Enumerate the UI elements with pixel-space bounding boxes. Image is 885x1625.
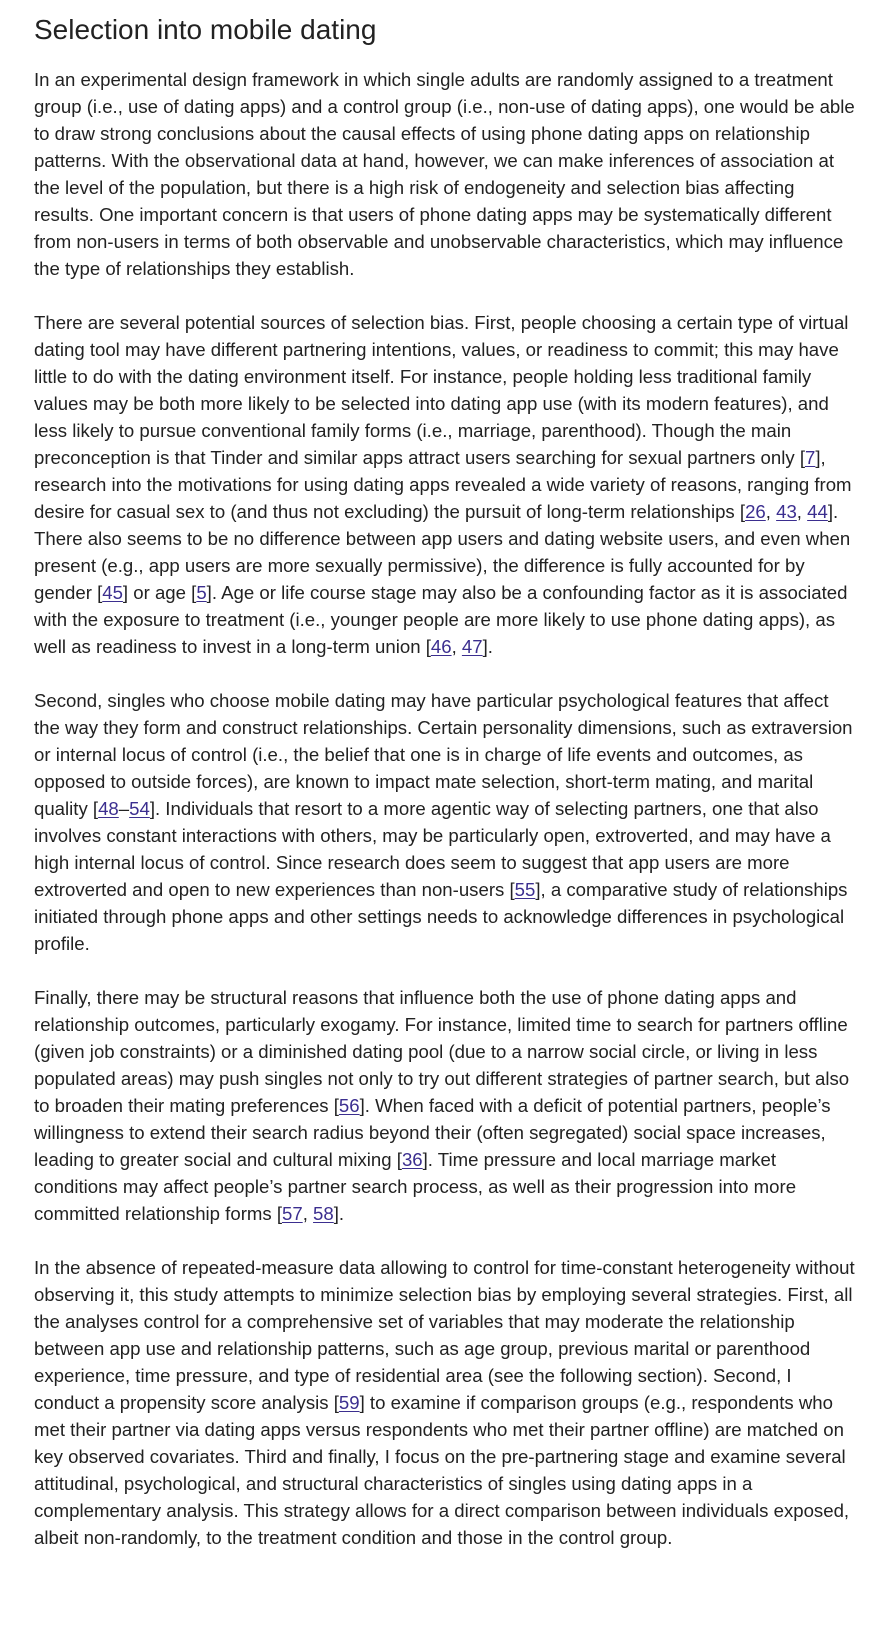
- text-run: ]. When faced with a deficit of potential partners, people’s willingness to extend their search radius beyond their (often segregated) social space increases, leading to greater social and cultural mixing [: [34, 1095, 831, 1170]
- text-run: In an experimental design framework in which single adults are randomly assigned to a treatment group (i.e., use of dating apps) and a control group (i.e., non-use of dating apps), one would be able to draw strong conclusions about the causal effects of using phone dating apps on relationship patterns. With the observational data at hand, however, we can make inferences of association at the level of the population, but there is a high risk of endogeneity and selection bias affecting results. One important concern is that users of phone dating apps may be systematically different from non-users in terms of both observable and unobservable characteristics, which may influence the type of relationships they establish.: [34, 69, 855, 279]
- citation-link-55[interactable]: 55: [514, 879, 536, 900]
- paragraph-2: [34, 309, 857, 660]
- section-body: [34, 66, 857, 1551]
- paragraph-4: [34, 984, 857, 1227]
- citation-link-54[interactable]: 54: [129, 798, 150, 819]
- citation-link-36[interactable]: 36: [401, 1149, 423, 1170]
- text-run: ] to examine if comparison groups (e.g., respondents who met their partner via dating apps versus respondents who met their partner offline) are matched on key observed covariates. Third and finally, I focus on the pre-partnering stage and examine several attitudinal, psychological, and structural characteristics of singles using dating apps in a complementary analysis. This strategy allows for a direct comparison between individuals exposed, albeit non-randomly, to the treatment condition and those in the control group.: [34, 1392, 850, 1548]
- text-run: ], a comparative study of relationships initiated through phone apps and other settings needs to acknowledge differences in psychological profile.: [34, 879, 848, 954]
- citation-link-59[interactable]: 59: [338, 1392, 360, 1413]
- text-run: ,: [451, 636, 462, 657]
- section-title: Selection into mobile dating: [34, 14, 377, 45]
- paragraph-5: [34, 1254, 857, 1551]
- text-run: ]. Individuals that resort to a more agentic way of selecting partners, one that also involves constant interactions with others, may be particularly open, extroverted, and may have a high internal locus of control. Since research does seem to suggest that app users are more extroverted and open to new experiences than non-users [: [34, 798, 831, 900]
- citation-link-5[interactable]: 5: [196, 582, 207, 603]
- text-run: There are several potential sources of selection bias. First, people choosing a certain type of virtual dating tool may have different partnering intentions, values, or readiness to commit; this may have little to do with the dating environment itself. For instance, people holding less traditional family values may be both more likely to be selected into dating app use (with its modern features), and less likely to pursue conventional family forms (i.e., marriage, parenthood). Though the main preconception is that Tinder and similar apps attract users searching for sexual partners only [: [34, 312, 849, 468]
- text-run: ], research into the motivations for using dating apps revealed a wide variety of reasons, ranging from desire for casual sex to (and thus not excluding) the pursuit of long-term relationships [: [34, 447, 852, 522]
- citation-link-45[interactable]: 45: [102, 582, 123, 603]
- citation-link-48[interactable]: 48: [98, 798, 119, 819]
- citation-link-57[interactable]: 57: [282, 1203, 303, 1224]
- citation-link-26[interactable]: 26: [745, 501, 766, 522]
- text-run: ]. Time pressure and local marriage market conditions may affect people’s partner search process, as well as their progression into more committed relationship forms [: [34, 1149, 797, 1224]
- text-run: Second, singles who choose mobile dating may have particular psychological features that affect the way they form and construct relationships. Certain personality dimensions, such as extraversion or internal locus of control (i.e., the belief that one is in charge of life events and outcomes, as opposed to outside forces), are known to impact mate selection, short-term mating, and marital quality [: [34, 690, 853, 819]
- citation-link-56[interactable]: 56: [338, 1095, 360, 1116]
- text-run: ,: [796, 501, 808, 522]
- text-run: ,: [765, 501, 777, 522]
- citation-link-7[interactable]: 7: [805, 447, 816, 468]
- text-run: ,: [302, 1203, 314, 1224]
- citation-link-46[interactable]: 46: [430, 636, 452, 657]
- citation-link-47[interactable]: 47: [461, 636, 483, 657]
- text-run: ]. Age or life course stage may also be a confounding factor as it is associated with the exposure to treatment (i.e., younger people are more likely to use phone dating apps), as well as readiness to invest in a long-term union [: [34, 582, 848, 657]
- citation-link-58[interactable]: 58: [313, 1203, 334, 1224]
- text-run: –: [118, 798, 130, 819]
- text-run: ].: [333, 1203, 345, 1224]
- text-run: ].: [482, 636, 493, 657]
- text-run: In the absence of repeated-measure data allowing to control for time-constant heterogeneity without observing it, this study attempts to minimize selection bias by employing several strategies. First, all the analyses control for a comprehensive set of variables that may moderate the relationship between app use and relationship patterns, such as age group, previous marital or parenthood experience, time pressure, and type of residential area (see the following section). Second, I conduct a propensity score analysis [: [34, 1257, 855, 1413]
- text-run: Finally, there may be structural reasons that influence both the use of phone dating apps and relationship outcomes, particularly exogamy. For instance, limited time to search for partners offline (given job constraints) or a diminished dating pool (due to a narrow social circle, or living in less populated areas) may push singles not only to try out different strategies of partner search, but also to broaden their mating preferences [: [34, 987, 850, 1116]
- text-run: ]. There also seems to be no difference between app users and dating website users, and even when present (e.g., app users are more sexually permissive), the difference is fully accounted for by gender [: [34, 501, 851, 603]
- paragraph-3: [34, 687, 857, 957]
- paragraph-1: [34, 66, 857, 282]
- citation-link-44[interactable]: 44: [807, 501, 828, 522]
- text-run: ] or age [: [122, 582, 197, 603]
- citation-link-43[interactable]: 43: [776, 501, 797, 522]
